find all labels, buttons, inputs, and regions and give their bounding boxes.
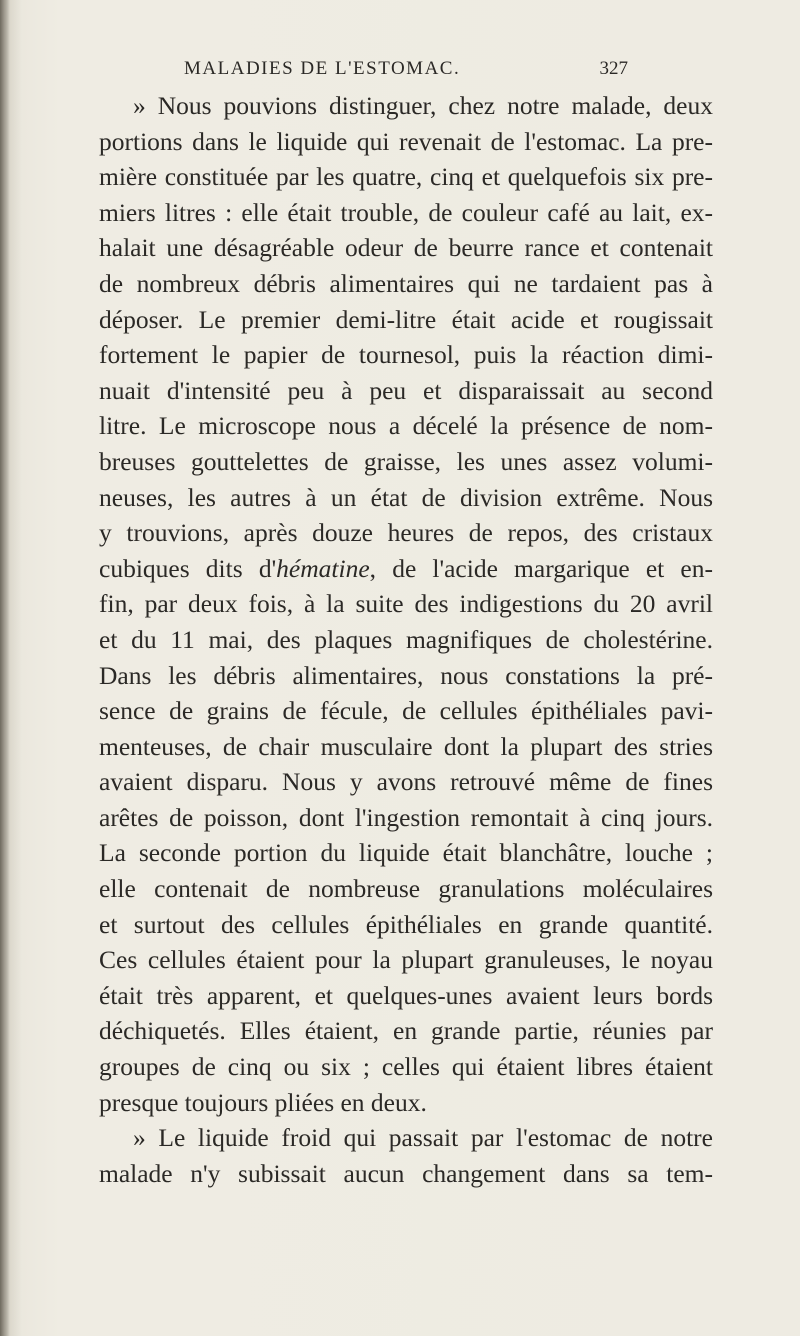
text-line: litre. Le microscope nous a décelé la présence de nom- [99,411,713,441]
text-line: La seconde portion du liquide était blanchâtre, louche ; [99,838,713,868]
running-title: MALADIES DE L'ESTOMAC. [184,58,461,79]
text-line [99,551,713,587]
text-line: déchiquetés. Elles étaient, en grande partie, réunies par [99,1016,713,1046]
body-text [99,88,713,1191]
text-line: y trouvions, après douze heures de repos, des cristaux [99,518,713,548]
text-line: presque toujours pliées en deux. [99,1087,427,1117]
text-line: arêtes de poisson, dont l'ingestion remontait à cinq jours. [99,802,713,832]
text-line: déposer. Le premier demi-litre était acide et rougissait [99,304,713,334]
running-head [184,58,628,84]
text-line: » Nous pouvions distinguer, chez notre malade, deux [133,91,713,120]
text-line: Dans les débris alimentaires, nous constations la pré- [99,660,713,690]
text-fragment: , de l'acide margarique et en- [369,553,713,583]
text-line: mière constituée par les quatre, cinq et quelquefois six pre- [99,162,713,192]
text-line: groupes de cinq ou six ; celles qui étaient libres étaient [99,1052,713,1082]
text-line: de nombreux débris alimentaires qui ne tardaient pas à [99,268,713,298]
text-line: malade n'y subissait aucun changement dans sa tem- [99,1158,713,1188]
text-line: était très apparent, et quelques-unes avaient leurs bords [99,980,713,1010]
text-line: menteuses, de chair musculaire dont la plupart des stries [99,731,713,761]
text-line: et du 11 mai, des plaques magnifiques de cholestérine. [99,624,713,654]
paragraph-1 [99,88,713,1120]
text-line: fortement le papier de tournesol, puis la réaction dimi- [99,340,713,370]
text-fragment: cubiques dits d' [99,553,277,583]
text-line: elle contenait de nombreuse granulations moléculaires [99,874,713,904]
text-line: miers litres : elle était trouble, de couleur café au lait, ex- [99,197,713,227]
italic-term-hematine: hématine [276,553,370,583]
text-line: portions dans le liquide qui revenait de l'estomac. La pre- [99,126,713,156]
text-line: breuses gouttelettes de graisse, les unes assez volumi- [99,446,713,476]
page-binding-shadow [0,0,10,1336]
text-line: avaient disparu. Nous y avons retrouvé même de fines [99,767,713,797]
text-line: halait une désagréable odeur de beurre rance et contenait [99,233,713,263]
text-line: fin, par deux fois, à la suite des indigestions du 20 avril [99,589,713,619]
text-line: et surtout des cellules épithéliales en grande quantité. [99,909,713,939]
text-line: nuait d'intensité peu à peu et disparaissait au second [99,375,713,405]
text-line: neuses, les autres à un état de division extrême. Nous [99,482,713,512]
text-line: sence de grains de fécule, de cellules épithéliales pavi- [99,696,713,726]
page-number: 327 [599,58,628,79]
text-line: Ces cellules étaient pour la plupart granuleuses, le noyau [99,945,713,975]
text-line: » Le liquide froid qui passait par l'estomac de notre [133,1123,713,1153]
paragraph-2 [99,1120,713,1191]
